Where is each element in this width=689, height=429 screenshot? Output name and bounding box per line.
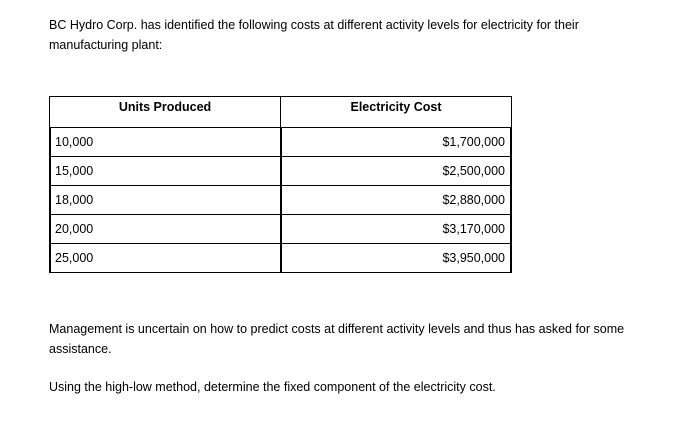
cost-cell: $2,880,000 [281, 185, 511, 214]
table-header-row [50, 97, 511, 127]
cost-cell: $3,950,000 [281, 243, 511, 272]
units-cell: 20,000 [50, 214, 281, 243]
task-paragraph: Using the high-low method, determine the fixed component of the electricity cost. [49, 380, 496, 394]
table-row [50, 127, 511, 156]
units-cell: 25,000 [50, 243, 281, 272]
cost-cell: $2,500,000 [281, 156, 511, 185]
units-cell: 18,000 [50, 185, 281, 214]
management-paragraph: Management is uncertain on how to predict costs at different activity levels and thus has asked for some assistance. [49, 322, 625, 356]
intro-paragraph: BC Hydro Corp. has identified the following costs at different activity levels for electricity for their manufacturing plant: [49, 18, 579, 52]
cost-cell: $3,170,000 [281, 214, 511, 243]
table-row [50, 214, 511, 243]
header-electricity-cost: Electricity Cost [350, 100, 442, 114]
table-row [50, 185, 511, 214]
cost-cell: $1,700,000 [281, 127, 511, 156]
cost-table [49, 96, 512, 273]
units-cell: 10,000 [50, 127, 281, 156]
table-row [50, 243, 511, 272]
units-cell: 15,000 [50, 156, 281, 185]
table-row [50, 156, 511, 185]
header-units-produced: Units Produced [50, 97, 281, 127]
